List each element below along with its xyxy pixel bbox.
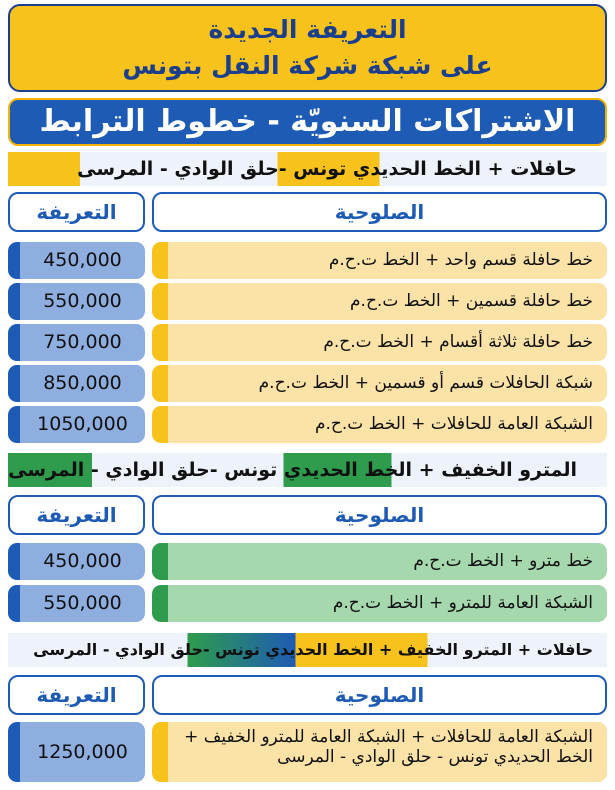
title-line-2: على شبكة شركة النقل بتونس bbox=[122, 51, 493, 80]
column-header-validity: الصلوحية bbox=[152, 192, 607, 232]
table-row-price: 450,000 bbox=[8, 543, 145, 580]
table-row-desc: الشبكة العامة للحافلات + الخط ت.ح.م bbox=[152, 406, 607, 443]
section-heading-bus-tgm: حافلات + الخط الحديدي تونس -حلق الوادي - المرسى bbox=[8, 152, 607, 186]
table-row-price: 850,000 bbox=[8, 365, 145, 402]
table-row-price: 450,000 bbox=[8, 242, 145, 279]
table-row-desc: شبكة الحافلات قسم أو قسمين + الخط ت.ح.م bbox=[152, 365, 607, 402]
table-row-price: 550,000 bbox=[8, 283, 145, 320]
table-row-desc: خط حافلة ثلاثة أقسام + الخط ت.ح.م bbox=[152, 324, 607, 361]
column-header-validity: الصلوحية bbox=[152, 675, 607, 715]
title-line-1: التعريفة الجديدة bbox=[208, 15, 407, 44]
table-row-price: 1050,000 bbox=[8, 406, 145, 443]
table-row-desc: الشبكة العامة للمترو + الخط ت.ح.م bbox=[152, 585, 607, 622]
table-row-desc: خط مترو + الخط ت.ح.م bbox=[152, 543, 607, 580]
column-header-price: التعريفة bbox=[8, 675, 145, 715]
table-row-price: 550,000 bbox=[8, 585, 145, 622]
title-box bbox=[8, 4, 607, 92]
table-row-price: 1250,000 bbox=[8, 722, 145, 782]
subtitle-banner: الاشتراكات السنويّة - خطوط الترابط bbox=[8, 98, 607, 146]
section-heading-bus-metro-tgm: حافلات + المترو الخفيف + الخط الحديدي تونس -حلق الوادي - المرسى bbox=[8, 633, 607, 667]
column-header-price: التعريفة bbox=[8, 192, 145, 232]
table-row-desc: الشبكة العامة للحافلات + الشبكة العامة للمترو الخفيف + الخط الحديدي تونس - حلق الوادي - المرسى bbox=[152, 722, 607, 782]
table-row-desc: خط حافلة قسمين + الخط ت.ح.م bbox=[152, 283, 607, 320]
column-header-validity: الصلوحية bbox=[152, 495, 607, 535]
table-row-price: 750,000 bbox=[8, 324, 145, 361]
column-header-price: التعريفة bbox=[8, 495, 145, 535]
section-heading-metro-tgm: المترو الخفيف + الخط الحديدي تونس -حلق الوادي - المرسى bbox=[8, 453, 607, 487]
table-row-desc: خط حافلة قسم واحد + الخط ت.ح.م bbox=[152, 242, 607, 279]
